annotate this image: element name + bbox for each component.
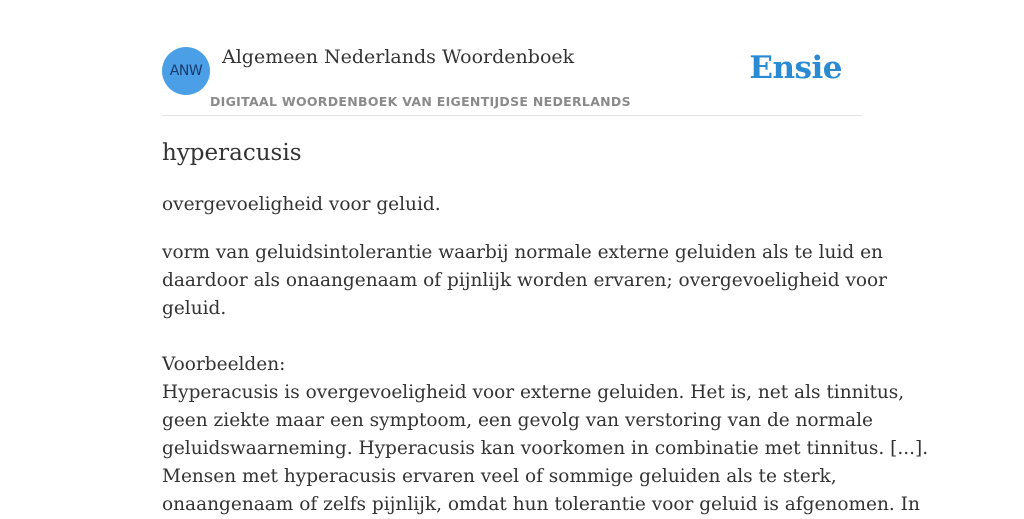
definition-line: daardoor als onaangenaam of pijnlijk worden ervaren; overgevoeligheid voor — [162, 270, 888, 291]
page-content — [162, 0, 929, 515]
example-line: Hyperacusis is overgevoeligheid voor externe geluiden. Het is, net als tinnitus, — [162, 382, 905, 403]
entry-headword: hyperacusis — [162, 140, 302, 166]
example-line: geen ziekte maar een symptoom, een gevolg van verstoring van de normale — [162, 410, 873, 431]
ensie-brand-logo[interactable]: Ensie — [749, 50, 842, 86]
site-header — [162, 0, 862, 116]
definition-line: geluid. — [162, 298, 227, 319]
example-line: geluidswaarneming. Hyperacusis kan voorkomen in combinatie met tinnitus. [...]. — [162, 438, 929, 459]
definition-line: vorm van geluidsintolerantie waarbij normale externe geluiden als te luid en — [162, 242, 883, 263]
example-line: onaangenaam of zelfs pijnlijk, omdat hun tolerantie voor geluid is afgenomen. In — [162, 494, 920, 515]
entry-body — [162, 239, 929, 519]
anw-logo-text: ANW — [169, 63, 203, 79]
paragraph-spacer — [162, 323, 862, 351]
site-subtitle: DIGITAAL WOORDENBOEK VAN EIGENTIJDSE NEDERLANDS — [210, 94, 631, 109]
site-title[interactable]: Algemeen Nederlands Woordenboek — [222, 46, 575, 68]
short-definition: overgevoeligheid voor geluid. — [162, 194, 441, 215]
examples-label: Voorbeelden: — [162, 354, 286, 375]
example-line: Mensen met hyperacusis ervaren veel of sommige geluiden als te sterk, — [162, 466, 837, 487]
anw-logo[interactable] — [162, 47, 210, 95]
